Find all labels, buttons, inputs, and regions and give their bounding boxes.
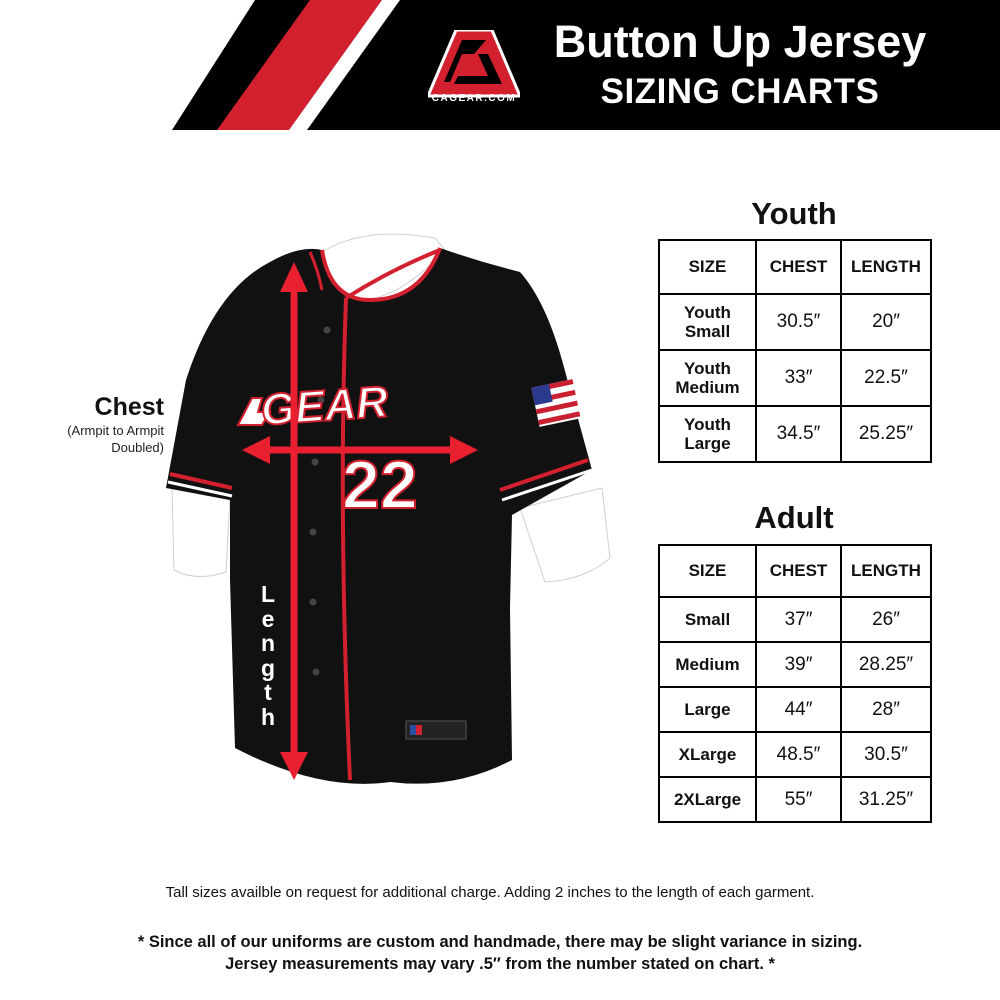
- table-row: [659, 687, 931, 732]
- chest-cell: 48.5″: [756, 732, 841, 777]
- page-subtitle: SIZING CHARTS: [600, 72, 880, 111]
- length-letter: t: [264, 679, 272, 705]
- youth-size-table: [658, 239, 932, 463]
- variance-line2: Jersey measurements may vary .5″ from the number stated on chart. *: [225, 955, 775, 973]
- adult-size-table: [658, 544, 932, 823]
- page-title: Button Up Jersey: [553, 16, 927, 67]
- length-cell: 22.5″: [841, 350, 931, 406]
- size-line: Medium: [675, 378, 740, 397]
- length-cell: 28″: [841, 687, 931, 732]
- size-cell: [659, 294, 756, 350]
- table-row: [659, 597, 931, 642]
- tall-sizes-note: Tall sizes availble on request for additional charge. Adding 2 inches to the length of each garment.: [165, 884, 815, 901]
- size-line: Youth: [684, 303, 731, 322]
- length-letter: n: [260, 630, 276, 656]
- flag-patch: [531, 379, 580, 427]
- column-header-chest: CHEST: [756, 545, 841, 597]
- size-line: Large: [684, 434, 731, 453]
- table-header-row: [659, 545, 931, 597]
- length-label: [256, 582, 280, 729]
- size-line: Youth: [684, 415, 731, 434]
- chest-cell: 33″: [756, 350, 841, 406]
- size-cell: Large: [659, 687, 756, 732]
- chest-cell: 55″: [756, 777, 841, 822]
- length-cell: 30.5″: [841, 732, 931, 777]
- table-row: [659, 777, 931, 822]
- chest-label: Chest: [94, 393, 164, 421]
- size-cell: [659, 406, 756, 462]
- column-header-size: SIZE: [659, 545, 756, 597]
- table-row: [659, 294, 931, 350]
- chest-description-line2: Doubled): [111, 440, 164, 455]
- adult-table-title: Adult: [754, 500, 834, 535]
- chest-cell: 37″: [756, 597, 841, 642]
- variance-disclaimer: [40, 931, 960, 975]
- column-header-length: LENGTH: [841, 240, 931, 294]
- size-cell: 2XLarge: [659, 777, 756, 822]
- size-cell: Small: [659, 597, 756, 642]
- jersey-brand-text: GEAR: [259, 377, 390, 435]
- length-letter: L: [260, 581, 276, 607]
- column-header-chest: CHEST: [756, 240, 841, 294]
- chest-description-line1: (Armpit to Armpit: [67, 423, 164, 438]
- size-cell: [659, 350, 756, 406]
- table-row: [659, 642, 931, 687]
- size-line: Youth: [684, 359, 731, 378]
- chest-cell: 30.5″: [756, 294, 841, 350]
- column-header-size: SIZE: [659, 240, 756, 294]
- youth-table-title: Youth: [751, 196, 837, 231]
- chest-description: [20, 422, 164, 456]
- length-letter: h: [260, 703, 276, 730]
- table-row: [659, 406, 931, 462]
- length-letter: g: [260, 654, 276, 681]
- chest-cell: 44″: [756, 687, 841, 732]
- table-header-row: [659, 240, 931, 294]
- jersey-number: 22: [342, 447, 418, 523]
- variance-line1: * Since all of our uniforms are custom and handmade, there may be slight variance in sizing.: [137, 933, 863, 951]
- length-cell: 25.25″: [841, 406, 931, 462]
- table-row: [659, 732, 931, 777]
- length-cell: 31.25″: [841, 777, 931, 822]
- size-cell: XLarge: [659, 732, 756, 777]
- size-cell: Medium: [659, 642, 756, 687]
- length-cell: 28.25″: [841, 642, 931, 687]
- chest-cell: 39″: [756, 642, 841, 687]
- logo-text: CAGEAR.COM: [431, 93, 517, 104]
- length-letter: e: [261, 605, 275, 632]
- length-cell: 20″: [841, 294, 931, 350]
- table-row: [659, 350, 931, 406]
- size-line: Small: [684, 322, 731, 341]
- jersey-illustration: [165, 225, 620, 790]
- chest-cell: 34.5″: [756, 406, 841, 462]
- length-cell: 26″: [841, 597, 931, 642]
- column-header-length: LENGTH: [841, 545, 931, 597]
